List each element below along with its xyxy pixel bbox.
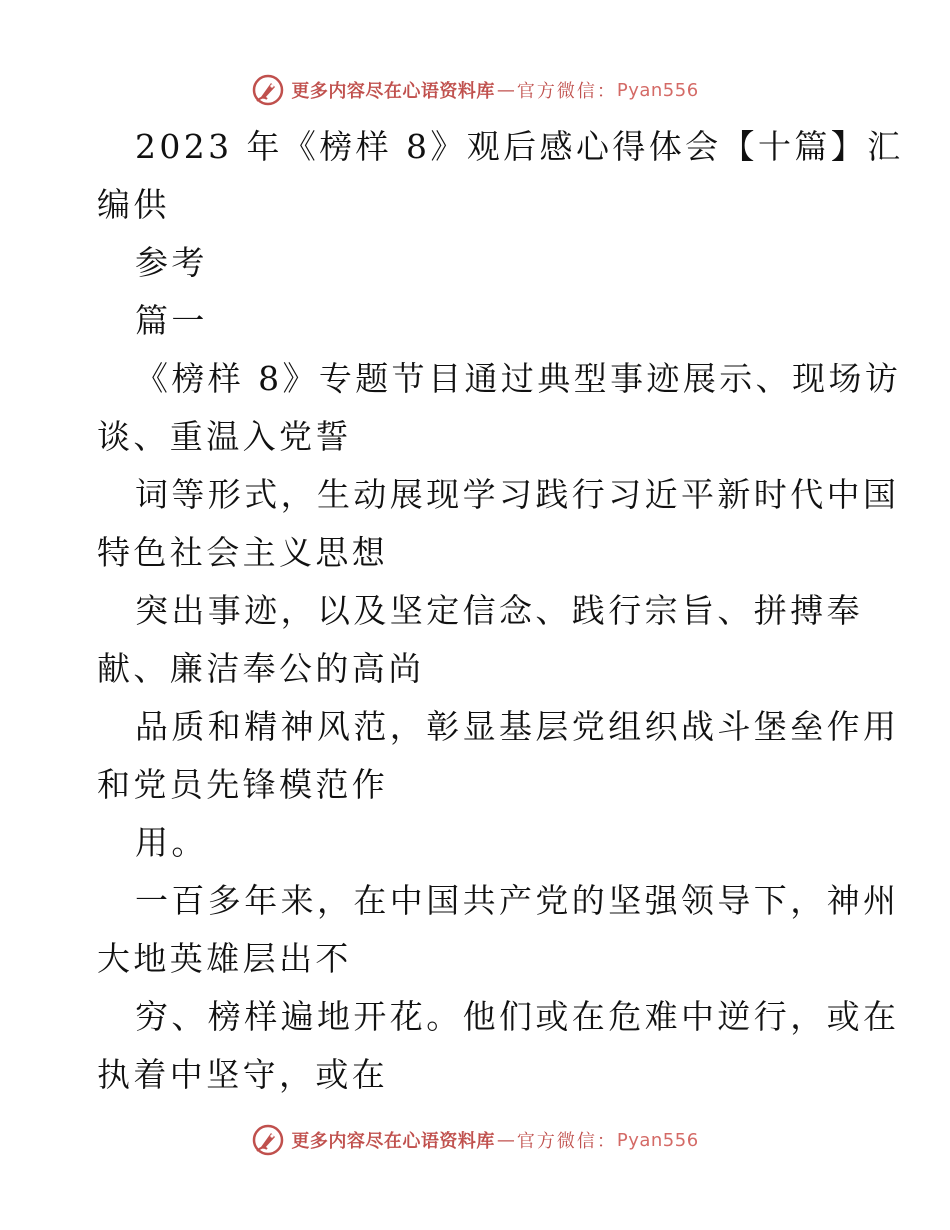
pen-nib-logo-icon: [251, 1123, 285, 1157]
document-title-line-2: 编供: [97, 185, 170, 224]
document-line: 突出事迹，以及坚定信念、践行宗旨、拼搏奉: [135, 591, 863, 630]
watermark-brand: 更多内容尽在心语资料库: [291, 81, 495, 102]
document-line: 穷、榜样遍地开花。他们或在危难中逆行，或在: [135, 997, 900, 1036]
watermark-brand: 更多内容尽在心语资料库: [291, 1131, 495, 1152]
watermark-wechat-label: 官方微信：: [516, 81, 617, 102]
footer-watermark: [0, 1120, 950, 1160]
watermark-wechat-id: Pyan556: [616, 1129, 699, 1151]
document-body: [97, 118, 904, 1104]
document-line: 和党员先锋模范作: [97, 765, 389, 804]
watermark-separator: —: [496, 1129, 515, 1151]
document-line: 一百多年来，在中国共产党的坚强领导下，神州: [135, 881, 900, 920]
pen-nib-logo-icon: [251, 73, 285, 107]
document-line: 献、廉洁奉公的高尚: [97, 649, 425, 688]
document-line: 词等形式，生动展现学习践行习近平新时代中国: [135, 475, 900, 514]
document-title-line-1: 2023 年《榜样 8》观后感心得体会【十篇】汇: [135, 127, 904, 166]
document-line: 品质和精神风范，彰显基层党组织战斗堡垒作用: [135, 707, 900, 746]
document-line: 谈、重温入党誓: [97, 417, 352, 456]
section-heading: 篇一: [135, 301, 208, 340]
document-line: 特色社会主义思想: [97, 533, 389, 572]
watermark-wechat-label: 官方微信：: [516, 1131, 617, 1152]
document-line: 用。: [135, 823, 208, 862]
watermark-wechat-id: Pyan556: [616, 79, 699, 101]
document-line: 执着中坚守，或在: [97, 1055, 389, 1094]
document-line: 参考: [135, 243, 208, 282]
document-line: 大地英雄层出不: [97, 939, 352, 978]
document-line: 《榜样 8》专题节目通过典型事迹展示、现场访: [135, 359, 902, 398]
header-watermark: [0, 70, 950, 110]
watermark-separator: —: [496, 79, 515, 101]
